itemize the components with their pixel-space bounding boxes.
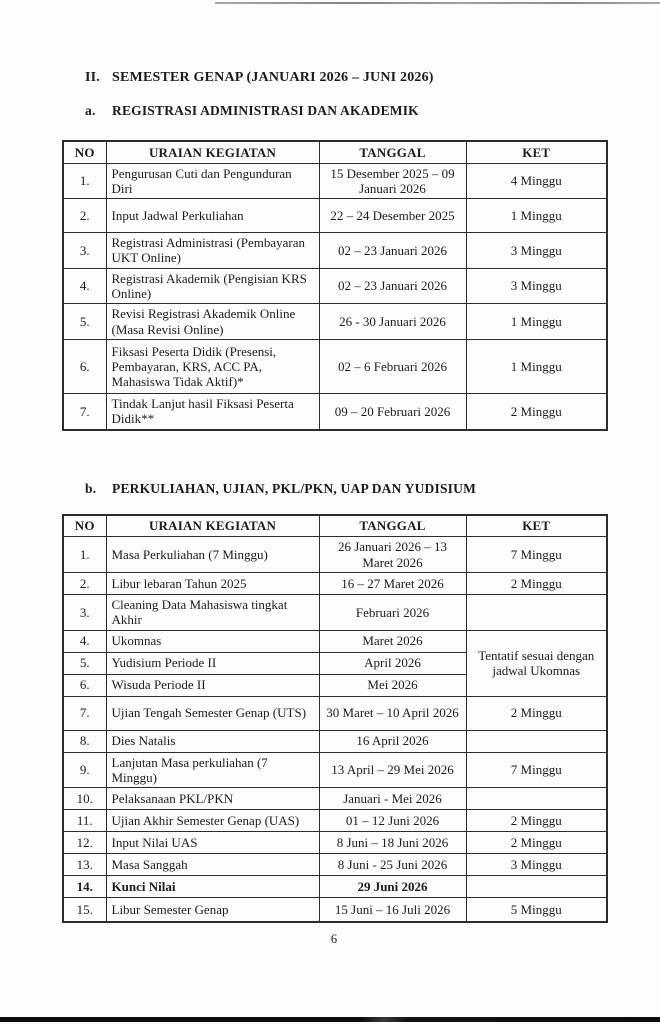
cell-no: 4. (63, 268, 106, 304)
cell-uraian: Kunci Nilai (106, 876, 319, 898)
cell-no: 3. (63, 594, 106, 630)
cell-uraian: Masa Perkuliahan (7 Minggu) (106, 537, 319, 573)
table-row (63, 233, 607, 269)
cell-uraian: Dies Natalis (106, 730, 319, 752)
cell-tanggal: 29 Juni 2026 (319, 876, 466, 898)
cell-ket: 1 Minggu (466, 199, 607, 233)
cell-uraian: Wisuda Periode II (106, 674, 319, 696)
section-title: SEMESTER GENAP (JANUARI 2026 – JUNI 2026) (112, 70, 434, 85)
cell-uraian: Input Jadwal Perkuliahan (106, 199, 319, 233)
col-header-no: NO (63, 141, 106, 163)
table-row (63, 696, 607, 730)
cell-uraian: Yudisium Periode II (106, 652, 319, 674)
cell-no: 6. (63, 674, 106, 696)
cell-ket: 3 Minggu (466, 268, 607, 304)
cell-tanggal: 30 Maret – 10 April 2026 (319, 696, 466, 730)
col-header-uraian: URAIAN KEGIATAN (106, 141, 319, 163)
cell-ket: 2 Minggu (466, 572, 607, 594)
cell-uraian: Lanjutan Masa perkuliahan (7 Minggu) (106, 752, 319, 788)
table-row (63, 788, 607, 810)
cell-no: 11. (63, 810, 106, 832)
table-row-kunci-nilai (63, 876, 607, 898)
cell-uraian: Registrasi Akademik (Pengisian KRS Online) (106, 268, 319, 304)
cell-uraian: Cleaning Data Mahasiswa tingkat Akhir (106, 594, 319, 630)
cell-ket (466, 788, 607, 810)
section-numeral: II. (85, 70, 100, 85)
cell-no: 15. (63, 898, 106, 922)
cell-uraian: Input Nilai UAS (106, 832, 319, 854)
cell-tanggal: 16 April 2026 (319, 730, 466, 752)
subsection-a-heading (85, 103, 606, 119)
cell-ket (466, 730, 607, 752)
cell-uraian: Pengurusan Cuti dan Pengunduran Diri (106, 163, 319, 199)
cell-tanggal: Januari - Mei 2026 (319, 788, 466, 810)
cell-no: 7. (63, 696, 106, 730)
cell-ket: 1 Minggu (466, 304, 607, 340)
table-row (63, 199, 607, 233)
cell-tanggal: 22 – 24 Desember 2025 (319, 199, 466, 233)
table-row (63, 163, 607, 199)
cell-uraian: Ujian Akhir Semester Genap (UAS) (106, 810, 319, 832)
subsection-b-label: b. (85, 480, 97, 496)
table-row (63, 898, 607, 922)
col-header-ket: KET (466, 515, 607, 537)
cell-ket (466, 594, 607, 630)
scan-artifact-top-line (215, 2, 660, 4)
cell-tanggal: 13 April – 29 Mei 2026 (319, 752, 466, 788)
cell-tanggal: 01 – 12 Juni 2026 (319, 810, 466, 832)
cell-no: 14. (63, 876, 106, 898)
cell-no: 8. (63, 730, 106, 752)
cell-no: 5. (63, 652, 106, 674)
cell-ket: 4 Minggu (466, 163, 607, 199)
cell-uraian: Libur lebaran Tahun 2025 (106, 572, 319, 594)
cell-tanggal: Mei 2026 (319, 674, 466, 696)
subsection-a-title: REGISTRASI ADMINISTRASI DAN AKADEMIK (112, 103, 419, 118)
cell-tanggal: 16 – 27 Maret 2026 (319, 572, 466, 594)
cell-ket (466, 876, 607, 898)
cell-uraian: Tindak Lanjut hasil Fiksasi Peserta Didik** (106, 394, 319, 430)
cell-tanggal: 02 – 23 Januari 2026 (319, 268, 466, 304)
cell-no: 12. (63, 832, 106, 854)
table-header-row (63, 141, 607, 163)
table-row (63, 730, 607, 752)
cell-tanggal: 8 Juni – 18 Juni 2026 (319, 832, 466, 854)
table-row (63, 572, 607, 594)
table-row (63, 268, 607, 304)
cell-tanggal: 8 Juni - 25 Juni 2026 (319, 854, 466, 876)
table-row (63, 594, 607, 630)
col-header-tanggal: TANGGAL (319, 141, 466, 163)
table-row (63, 304, 607, 340)
cell-tanggal: 26 - 30 Januari 2026 (319, 304, 466, 340)
table-header-row (63, 515, 607, 537)
cell-ket: 2 Minggu (466, 832, 607, 854)
cell-tanggal: 09 – 20 Februari 2026 (319, 394, 466, 430)
cell-ket: 3 Minggu (466, 854, 607, 876)
cell-no: 1. (63, 537, 106, 573)
cell-ket: 7 Minggu (466, 537, 607, 573)
cell-uraian: Registrasi Administrasi (Pembayaran UKT Online) (106, 233, 319, 269)
registration-table (62, 140, 608, 431)
cell-no: 7. (63, 394, 106, 430)
cell-no: 13. (63, 854, 106, 876)
cell-uraian: Ujian Tengah Semester Genap (UTS) (106, 696, 319, 730)
scan-artifact-bottom-bar (0, 1017, 660, 1022)
cell-tanggal: 02 – 23 Januari 2026 (319, 233, 466, 269)
col-header-ket: KET (466, 141, 607, 163)
cell-uraian: Ukomnas (106, 630, 319, 652)
cell-no: 10. (63, 788, 106, 810)
cell-no: 2. (63, 199, 106, 233)
cell-ket: 2 Minggu (466, 696, 607, 730)
table-row (63, 810, 607, 832)
cell-no: 5. (63, 304, 106, 340)
cell-no: 1. (63, 163, 106, 199)
subsection-b-title: PERKULIAHAN, UJIAN, PKL/PKN, UAP DAN YUDISIUM (112, 480, 477, 496)
table-row (63, 752, 607, 788)
cell-tanggal: 15 Desember 2025 – 09 Januari 2026 (319, 163, 466, 199)
cell-uraian: Masa Sanggah (106, 854, 319, 876)
cell-tanggal: Maret 2026 (319, 630, 466, 652)
cell-ket: 7 Minggu (466, 752, 607, 788)
subsection-b-heading (85, 481, 606, 497)
cell-uraian: Revisi Registrasi Akademik Online (Masa Revisi Online) (106, 304, 319, 340)
cell-no: 6. (63, 340, 106, 394)
page-number: 6 (330, 931, 338, 946)
cell-uraian: Pelaksanaan PKL/PKN (106, 788, 319, 810)
cell-ket: 2 Minggu (466, 810, 607, 832)
cell-tanggal: 02 – 6 Februari 2026 (319, 340, 466, 394)
col-header-tanggal: TANGGAL (319, 515, 466, 537)
academic-calendar-table (62, 514, 608, 923)
cell-uraian: Libur Semester Genap (106, 898, 319, 922)
cell-ket-merged: Tentatif sesuai dengan jadwal Ukomnas (466, 630, 607, 696)
col-header-uraian: URAIAN KEGIATAN (106, 515, 319, 537)
table-row (63, 394, 607, 430)
cell-no: 4. (63, 630, 106, 652)
cell-uraian: Fiksasi Peserta Didik (Presensi, Pembayaran, KRS, ACC PA, Mahasiswa Tidak Aktif)* (106, 340, 319, 394)
subsection-a-label: a. (85, 103, 96, 118)
cell-ket: 2 Minggu (466, 394, 607, 430)
cell-no: 2. (63, 572, 106, 594)
section-heading (85, 70, 606, 86)
cell-tanggal: 15 Juni – 16 Juli 2026 (319, 898, 466, 922)
cell-ket: 5 Minggu (466, 898, 607, 922)
table-row (63, 537, 607, 573)
table-row (63, 340, 607, 394)
cell-ket: 3 Minggu (466, 233, 607, 269)
table-row (63, 832, 607, 854)
cell-ket: 1 Minggu (466, 340, 607, 394)
cell-no: 3. (63, 233, 106, 269)
table-row (63, 630, 607, 652)
table-row (63, 854, 607, 876)
col-header-no: NO (63, 515, 106, 537)
cell-tanggal: 26 Januari 2026 – 13 Maret 2026 (319, 537, 466, 573)
cell-no: 9. (63, 752, 106, 788)
cell-tanggal: April 2026 (319, 652, 466, 674)
cell-tanggal: Februari 2026 (319, 594, 466, 630)
